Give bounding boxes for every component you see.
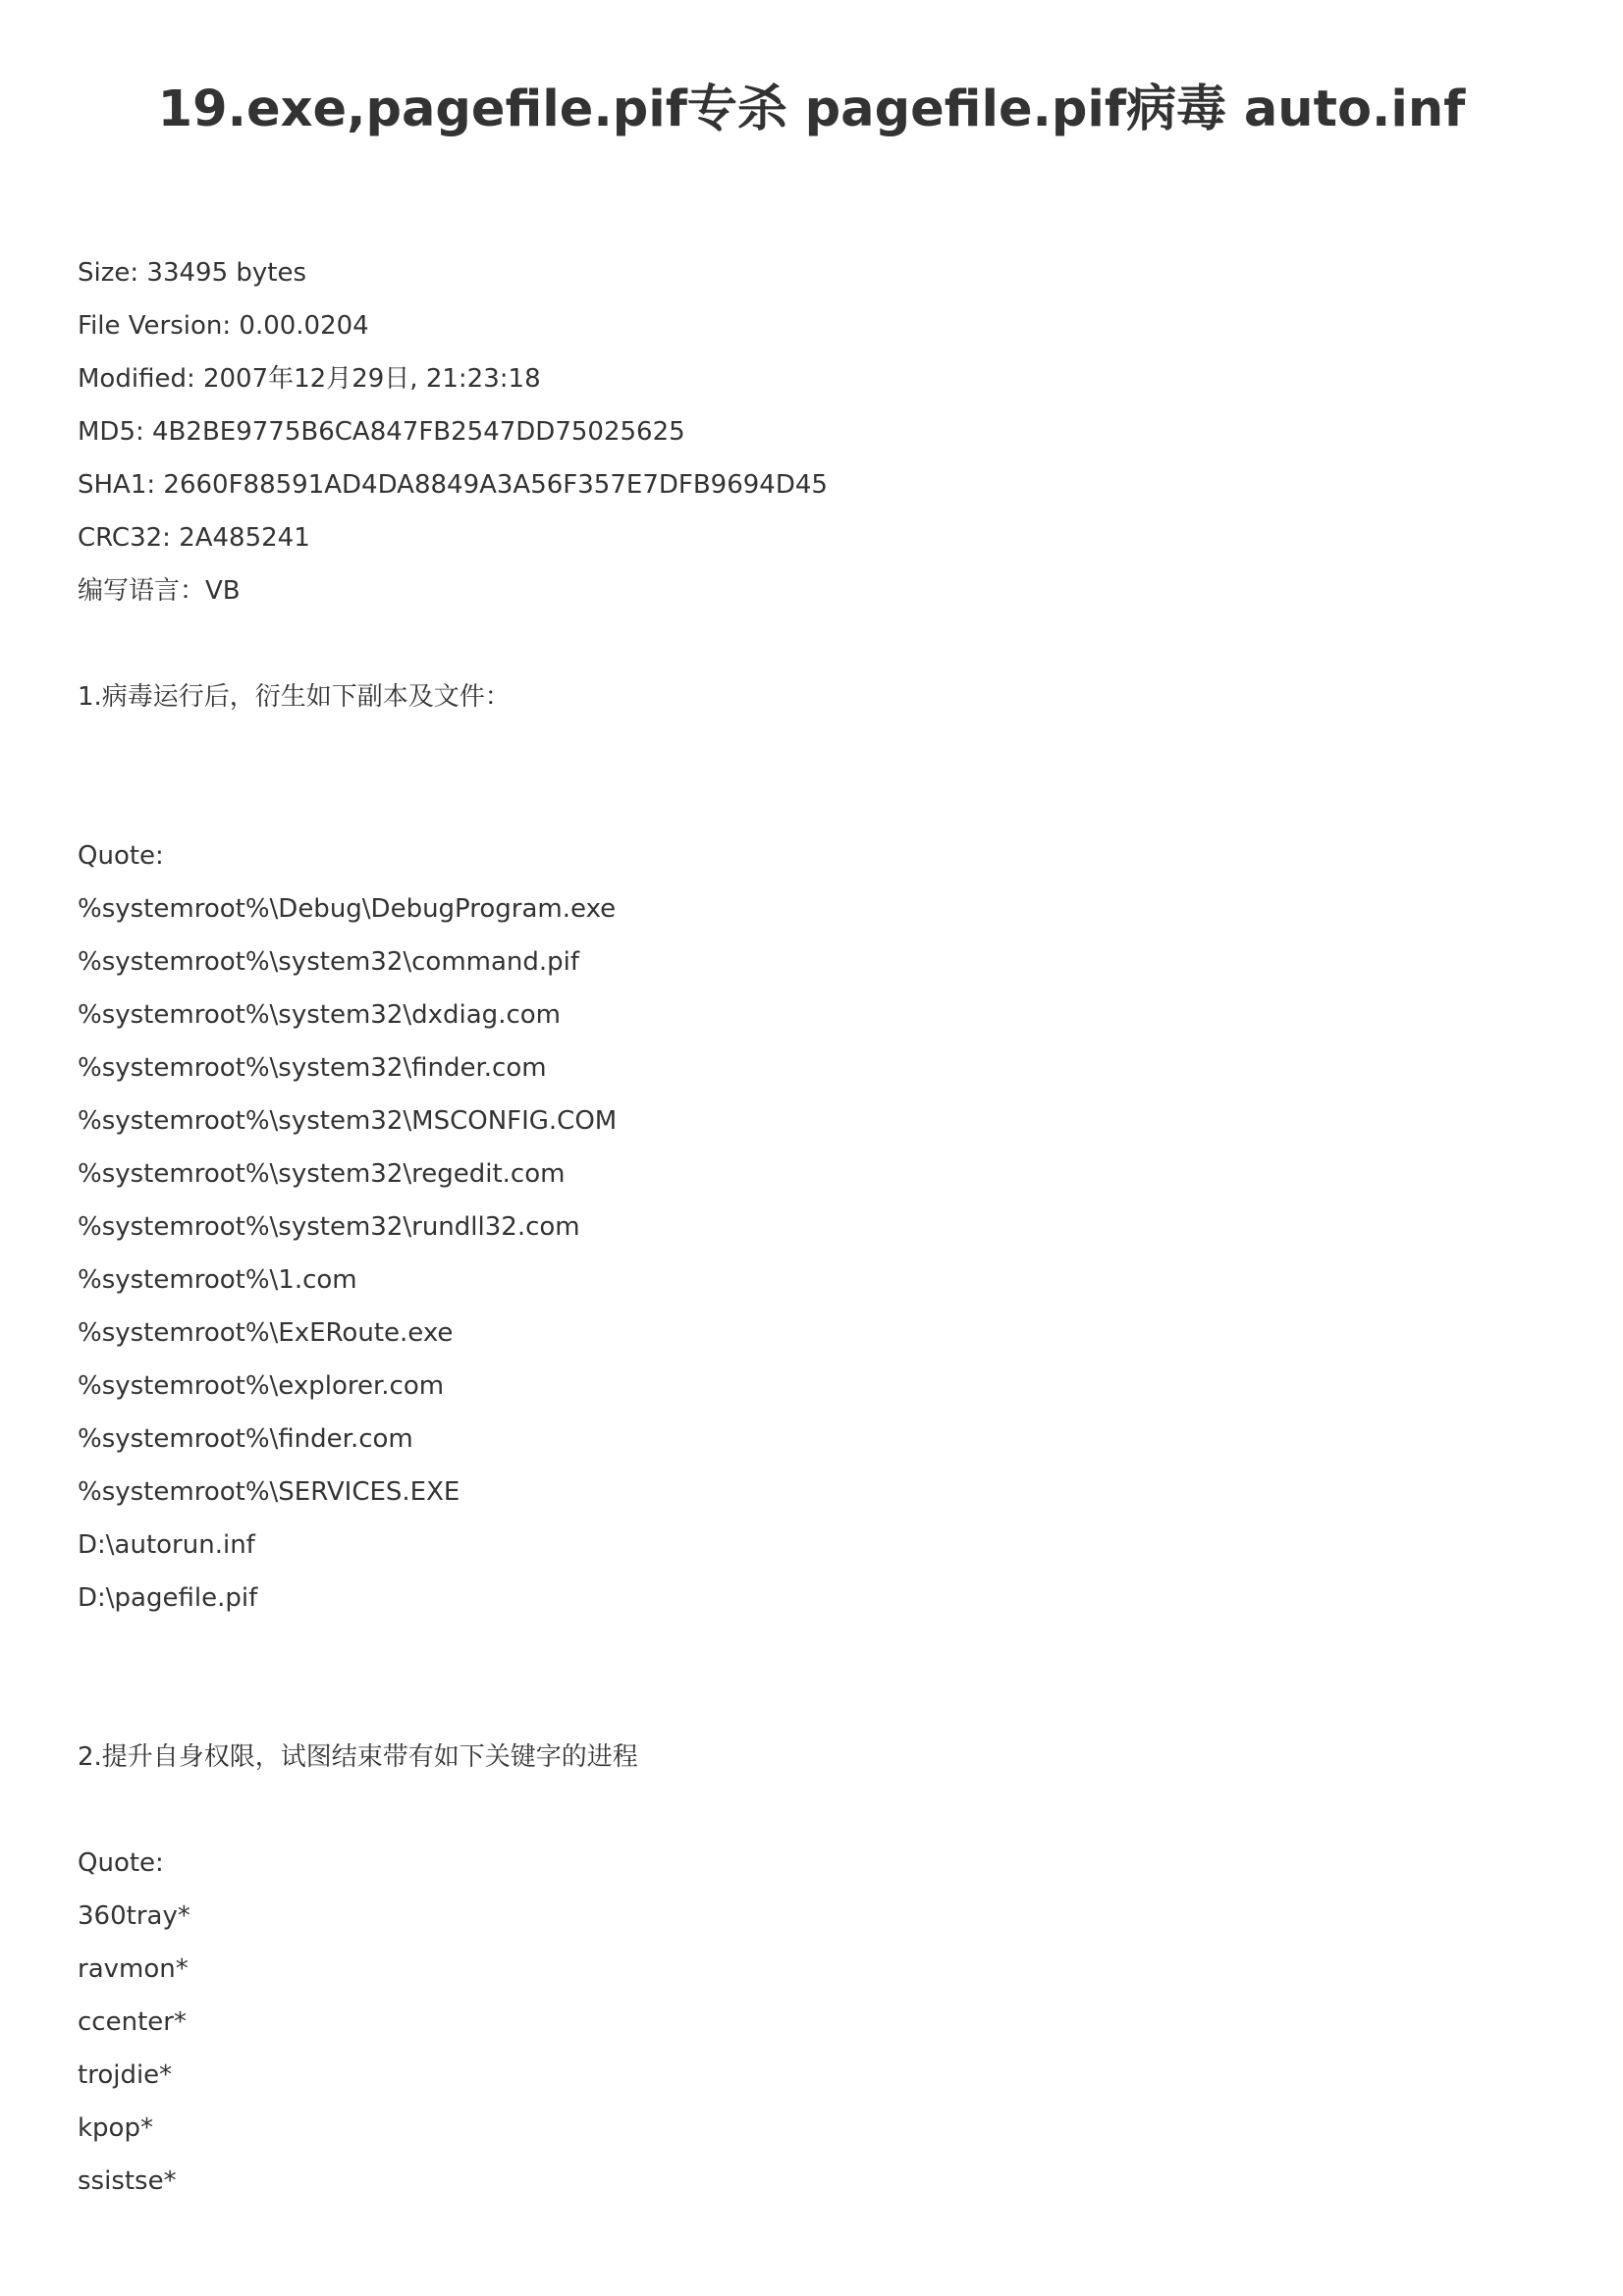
section-1-quote-label: Quote: (78, 841, 164, 871)
list-item: ssistse* (78, 2166, 177, 2196)
list-item: %systemroot%\finder.com (78, 1424, 413, 1454)
file-sha1: SHA1: 2660F88591AD4DA8849A3A56F357E7DFB9694D45 (78, 470, 828, 500)
list-item: ravmon* (78, 1954, 189, 1984)
list-item: %systemroot%\system32\dxdiag.com (78, 1000, 561, 1030)
spacer (78, 617, 1550, 670)
list-item: 360tray* (78, 1901, 190, 1931)
file-language: 编写语言：VB (78, 576, 241, 606)
list-item: kpop* (78, 2113, 153, 2143)
spacer (78, 1784, 1550, 1837)
spacer (78, 1625, 1550, 1731)
document-content (78, 246, 1550, 2208)
list-item: %systemroot%\system32\rundll32.com (78, 1212, 580, 1242)
section-2-quote-label: Quote: (78, 1848, 164, 1878)
section-1 (78, 670, 1550, 1625)
list-item: %systemroot%\system32\regedit.com (78, 1159, 566, 1189)
spacer (78, 723, 1550, 829)
list-item: %systemroot%\1.com (78, 1265, 357, 1295)
file-modified: Modified: 2007年12月29日, 21:23:18 (78, 364, 541, 394)
list-item: %systemroot%\system32\finder.com (78, 1053, 547, 1083)
file-size: Size: 33495 bytes (78, 258, 306, 288)
section-2-heading: 2.提升自身权限，试图结束带有如下关键字的进程 (78, 1742, 638, 1772)
list-item: %systemroot%\SERVICES.EXE (78, 1477, 460, 1507)
section-1-heading: 1.病毒运行后，衍生如下副本及文件： (78, 682, 511, 712)
document-title: 19.exe,pagefile.pif专杀 pagefile.pif病毒 auto.inf (157, 80, 1466, 138)
list-item: %systemroot%\Debug\DebugProgram.exe (78, 894, 617, 924)
section-2 (78, 1731, 1550, 2208)
list-item: %systemroot%\explorer.com (78, 1371, 445, 1401)
list-item: D:\autorun.inf (78, 1530, 255, 1560)
file-version: File Version: 0.00.0204 (78, 311, 369, 341)
file-info-block (78, 246, 1550, 617)
file-crc32: CRC32: 2A485241 (78, 523, 310, 553)
list-item: %systemroot%\system32\MSCONFIG.COM (78, 1106, 618, 1136)
list-item: %systemroot%\ExERoute.exe (78, 1318, 454, 1348)
list-item: ccenter* (78, 2007, 187, 2037)
file-md5: MD5: 4B2BE9775B6CA847FB2547DD75025625 (78, 417, 685, 447)
list-item: D:\pagefile.pif (78, 1583, 258, 1613)
list-item: trojdie* (78, 2060, 173, 2090)
list-item: %systemroot%\system32\command.pif (78, 947, 580, 977)
